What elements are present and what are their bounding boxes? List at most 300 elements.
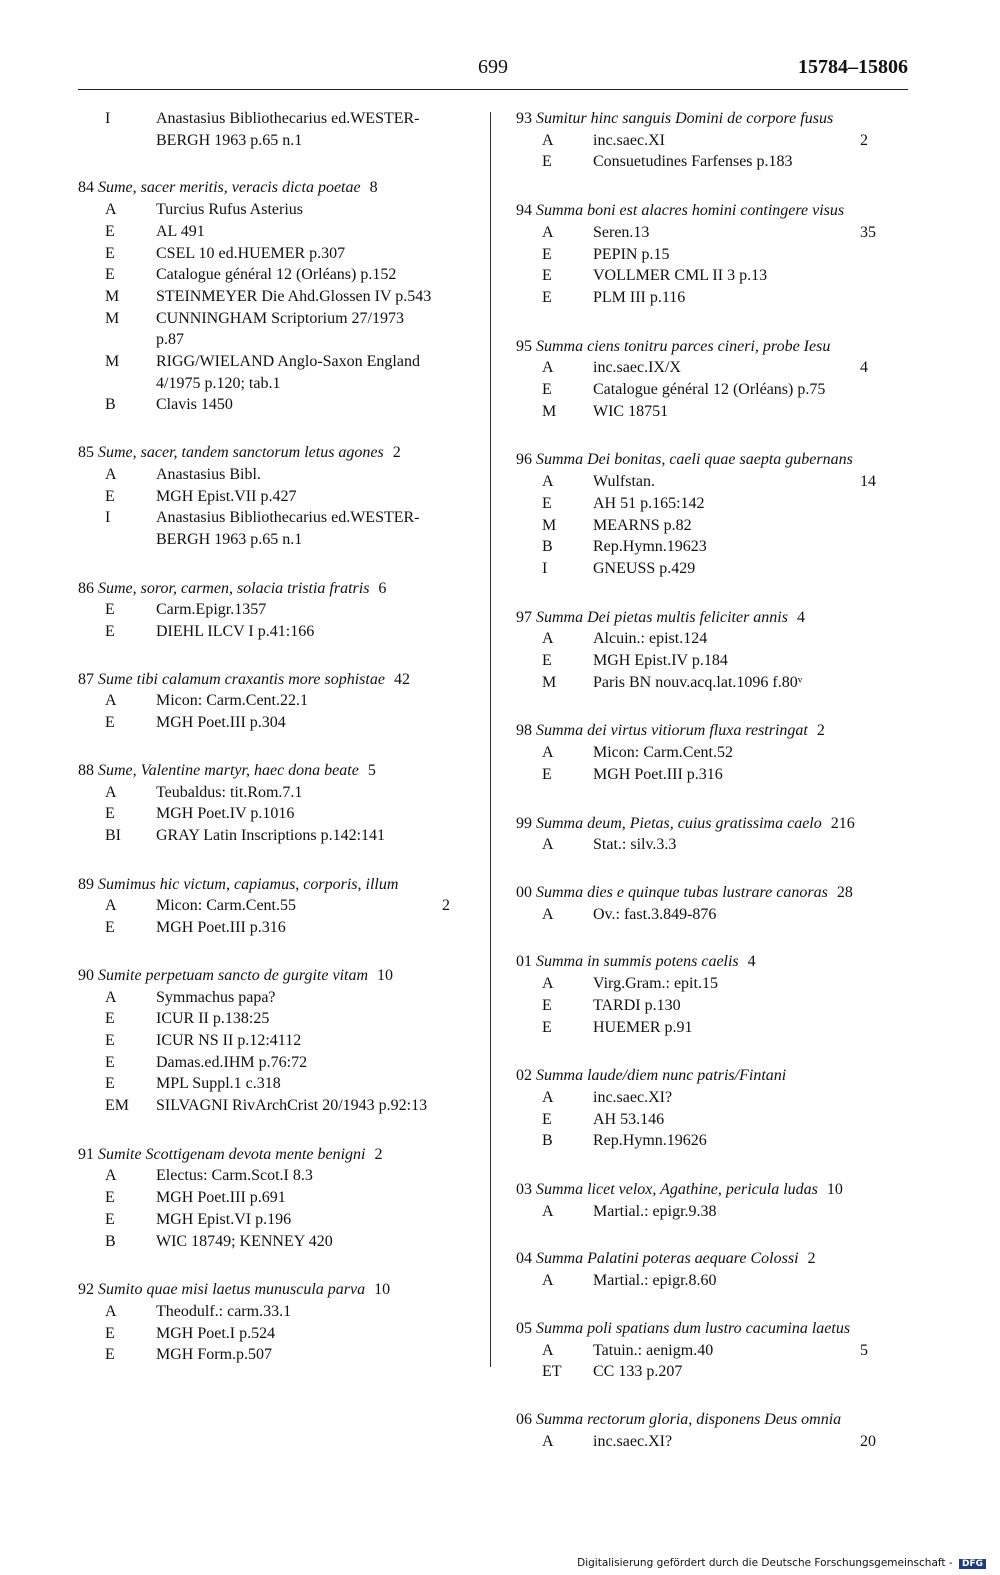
source-code: A: [542, 473, 554, 491]
reference-line: [516, 471, 908, 493]
source-code: E: [542, 494, 552, 512]
entry-incipit: Summa dies e quinque tubas lustrare canoras: [536, 883, 828, 901]
reference-text: MGH Poet.III p.316: [156, 919, 286, 937]
reference-text: Damas.ed.IHM p.76:72: [156, 1053, 308, 1071]
reference-text: Electus: Carm.Scot.I 8.3: [156, 1167, 313, 1185]
reference-line: [78, 199, 486, 221]
reference-line: [516, 357, 908, 379]
source-code: E: [105, 601, 115, 619]
source-code: A: [542, 1272, 554, 1290]
reference-line: [78, 1095, 486, 1117]
source-code: A: [542, 744, 554, 762]
reference-line: [78, 486, 486, 508]
entry-number: 04: [516, 1250, 532, 1268]
entry-incipit: Sume, Valentine martyr, haec dona beate: [98, 761, 359, 779]
reference-line: [516, 1270, 908, 1292]
reference-text: Stat.: silv.3.3: [593, 836, 677, 854]
catalog-entry: [78, 442, 486, 551]
source-code: E: [105, 919, 115, 937]
reference-line: [78, 221, 486, 243]
entry-number: 95: [516, 337, 532, 355]
reference-line: [516, 222, 908, 244]
source-code: E: [542, 996, 552, 1014]
entry-number: 01: [516, 953, 532, 971]
reference-text: Wulfstan.: [593, 473, 656, 491]
source-code: E: [105, 805, 115, 823]
reference-line: [516, 650, 908, 672]
entry-number: 93: [516, 110, 532, 127]
source-code: I: [105, 509, 111, 527]
reference-text: AH 53.146: [593, 1110, 665, 1128]
reference-line: [78, 373, 486, 395]
reference-line: [78, 1165, 486, 1187]
reference-text: inc.saec.XI: [593, 131, 665, 149]
reference-line: [516, 672, 908, 694]
entry-incipit: Summa laude/diem nunc patris/Fintani: [536, 1067, 787, 1085]
reference-line: [78, 308, 486, 330]
reference-line: [516, 244, 908, 266]
source-code: E: [542, 652, 552, 670]
reference-text: GRAY Latin Inscriptions p.142:141: [156, 826, 386, 844]
header-rule: [78, 89, 908, 90]
source-code: E: [542, 1018, 552, 1036]
entry-heading: [78, 1279, 486, 1301]
footer-credit: [577, 1557, 986, 1569]
reference-line: [516, 151, 908, 173]
reference-text: Micon: Carm.Cent.55: [156, 897, 296, 915]
reference-text: Rep.Hymn.19626: [593, 1132, 707, 1150]
entry-range: 15784–15806: [798, 56, 908, 78]
entry-heading: [516, 449, 908, 471]
reference-text: Rep.Hymn.19623: [593, 538, 707, 556]
reference-line: [78, 825, 486, 847]
reference-text: MGH Poet.III p.691: [156, 1189, 286, 1207]
entry-number: 86: [78, 579, 94, 597]
reference-line: [516, 493, 908, 515]
entry-number: 88: [78, 761, 94, 779]
reference-line: [78, 987, 486, 1009]
reference-text: Paris BN nouv.acq.lat.1096 f.80ᵛ: [593, 673, 803, 691]
source-code: E: [105, 1346, 115, 1364]
source-code: A: [105, 1167, 117, 1185]
source-code: A: [542, 630, 554, 648]
entry-number: 97: [516, 608, 532, 626]
entry-heading: [78, 442, 486, 464]
catalog-entry: [516, 1179, 908, 1222]
reference-line: [78, 243, 486, 265]
verse-count: 216: [830, 814, 855, 832]
entry-heading: [78, 1144, 486, 1166]
reference-line: [516, 1361, 908, 1383]
reference-text: MPL Suppl.1 c.318: [156, 1075, 281, 1093]
footer-text: Digitalisierung gefördert durch die Deutsche Forschungsgemeinschaft -: [577, 1557, 953, 1569]
entry-number: 03: [516, 1181, 532, 1199]
source-code: E: [542, 245, 552, 263]
reference-line: [78, 507, 486, 529]
catalog-entry: [516, 813, 908, 856]
catalog-entry: [78, 1144, 486, 1253]
reference-text: Micon: Carm.Cent.22.1: [156, 692, 308, 710]
source-code: B: [542, 1132, 553, 1150]
entry-number: 99: [516, 814, 532, 832]
reference-line: [78, 394, 486, 416]
entry-heading: [516, 1318, 908, 1340]
catalog-entry: [516, 1318, 908, 1383]
entry-heading: [516, 336, 908, 358]
source-code: M: [105, 309, 120, 327]
entry-heading: [78, 177, 486, 199]
reference-line: [78, 329, 486, 351]
entry-incipit: Sume, sacer, tandem sanctorum letus agones: [98, 444, 384, 462]
source-code: A: [542, 1088, 554, 1106]
reference-text: inc.saec.XI?: [593, 1088, 673, 1106]
reference-text: Anastasius Bibl.: [156, 465, 261, 483]
reference-line: [516, 1340, 908, 1362]
reference-line: [516, 1431, 908, 1453]
reference-line: [516, 973, 908, 995]
source-code: M: [105, 287, 120, 305]
entry-heading: [516, 882, 908, 904]
entry-heading: [516, 951, 908, 973]
reference-line: [78, 108, 486, 130]
entry-incipit: Sumimus hic victum, capiamus, corporis, illum: [98, 875, 399, 893]
entry-incipit: Summa Dei pietas multis feliciter annis: [536, 608, 788, 626]
catalog-entry: [78, 1279, 486, 1366]
entry-incipit: Summa in summis potens caelis: [536, 953, 739, 971]
reference-text: Consuetudines Farfenses p.183: [593, 153, 793, 171]
reference-line: [78, 803, 486, 825]
reference-line: [516, 904, 908, 926]
verse-count: 10: [374, 1281, 391, 1299]
reference-text: Catalogue général 12 (Orléans) p.152: [156, 266, 397, 284]
reference-text: DIEHL ILCV I p.41:166: [156, 623, 315, 641]
reference-text: CC 133 p.207: [593, 1363, 683, 1381]
source-code: E: [105, 1189, 115, 1207]
verse-count: 35: [860, 223, 876, 241]
entry-heading: [516, 200, 908, 222]
reference-line: [78, 917, 486, 939]
source-code: A: [542, 223, 554, 241]
source-code: A: [105, 783, 117, 801]
reference-line: [78, 264, 486, 286]
source-code: E: [105, 244, 115, 262]
reference-text: Tatuin.: aenigm.40: [593, 1341, 714, 1359]
entry-incipit: Sume, soror, carmen, solacia tristia fratris: [98, 579, 370, 597]
page-header: [78, 56, 908, 86]
reference-text: HUEMER p.91: [593, 1018, 693, 1036]
entry-incipit: Sumito quae misi laetus munuscula parva: [98, 1281, 366, 1299]
source-code: E: [105, 1053, 115, 1071]
reference-text: VOLLMER CML II 3 p.13: [593, 267, 768, 285]
entry-heading: [516, 720, 908, 742]
entry-heading: [516, 1248, 908, 1270]
catalog-entry: [78, 578, 486, 643]
source-code: E: [105, 487, 115, 505]
verse-count: 8: [369, 179, 378, 197]
entry-incipit: Sumite Scottigenam devota mente benigni: [98, 1145, 366, 1163]
reference-line: [516, 558, 908, 580]
reference-line: [516, 742, 908, 764]
source-code: A: [542, 359, 554, 377]
reference-line: [516, 401, 908, 423]
reference-text: MGH Epist.VII p.427: [156, 487, 297, 505]
source-code: B: [542, 538, 553, 556]
source-code: E: [105, 1031, 115, 1049]
reference-text: Symmachus papa?: [156, 988, 276, 1006]
reference-text: WIC 18749; KENNEY 420: [156, 1232, 333, 1250]
source-code: B: [105, 396, 116, 414]
entry-incipit: Sume, sacer meritis, veracis dicta poetae: [98, 179, 361, 197]
entry-number: 96: [516, 451, 532, 469]
source-code: A: [542, 836, 554, 854]
reference-text: CSEL 10 ed.HUEMER p.307: [156, 244, 346, 262]
source-code: E: [542, 288, 552, 306]
verse-count: 14: [860, 473, 876, 491]
reference-text: PEPIN p.15: [593, 245, 670, 263]
entry-number: 94: [516, 202, 532, 220]
catalog-entry: [516, 1248, 908, 1291]
entry-number: 87: [78, 670, 94, 688]
entry-number: 06: [516, 1410, 532, 1428]
reference-text: Catalogue général 12 (Orléans) p.75: [593, 381, 826, 399]
reference-text: Teubaldus: tit.Rom.7.1: [156, 783, 303, 801]
reference-line: [516, 536, 908, 558]
source-code: EM: [105, 1097, 129, 1115]
source-code: B: [105, 1232, 116, 1250]
verse-count: 2: [816, 722, 825, 740]
catalog-entry: [516, 720, 908, 785]
source-code: M: [105, 353, 120, 371]
source-code: A: [542, 1202, 554, 1220]
reference-text: CUNNINGHAM Scriptorium 27/1973: [156, 309, 404, 327]
entry-number: 91: [78, 1145, 94, 1163]
reference-text: ICUR NS II p.12:4112: [156, 1031, 302, 1049]
left-column: [78, 108, 486, 1366]
catalog-entry: [516, 1065, 908, 1152]
verse-count: 10: [826, 1181, 843, 1199]
reference-line: [516, 515, 908, 537]
entry-number: 85: [78, 444, 94, 462]
reference-text: TARDI p.130: [593, 996, 681, 1014]
source-code: A: [105, 988, 117, 1006]
reference-line: [78, 464, 486, 486]
reference-line: [78, 895, 486, 917]
entry-incipit: Summa Palatini poteras aequare Colossi: [536, 1250, 799, 1268]
page-number: 699: [478, 56, 508, 78]
entry-heading: [516, 108, 908, 130]
source-code: M: [542, 673, 557, 691]
reference-text: MGH Form.p.507: [156, 1346, 273, 1364]
reference-text: Martial.: epigr.9.38: [593, 1202, 717, 1220]
entry-number: 89: [78, 875, 94, 893]
reference-text: MGH Poet.III p.304: [156, 714, 286, 732]
reference-line: [78, 599, 486, 621]
source-code: A: [105, 465, 117, 483]
catalog-entry: [78, 760, 486, 847]
entry-incipit: Summa dei virtus vitiorum fluxa restringat: [536, 722, 808, 740]
reference-text: 4/1975 p.120; tab.1: [156, 374, 281, 392]
verse-count: 2: [860, 131, 868, 149]
entry-incipit: Sumitur hinc sanguis Domini de corpore fusus: [536, 110, 834, 127]
reference-line: [78, 286, 486, 308]
source-code: E: [105, 1075, 115, 1093]
source-code: BI: [105, 826, 121, 844]
reference-line: [516, 130, 908, 152]
entry-number: 00: [516, 883, 532, 901]
verse-count: 28: [836, 883, 853, 901]
source-code: A: [542, 1341, 554, 1359]
reference-text: MGH Epist.VI p.196: [156, 1210, 292, 1228]
entry-number: 90: [78, 966, 94, 984]
source-code: M: [542, 402, 557, 420]
catalog-entry: [516, 449, 908, 579]
reference-text: Alcuin.: epist.124: [593, 630, 708, 648]
entry-heading: [78, 669, 486, 691]
reference-line: [78, 1301, 486, 1323]
source-code: E: [542, 153, 552, 171]
verse-count: 4: [860, 359, 868, 377]
reference-text: Carm.Epigr.1357: [156, 601, 267, 619]
entry-incipit: Summa licet velox, Agathine, pericula ludas: [536, 1181, 818, 1199]
source-code: E: [542, 381, 552, 399]
verse-count: 42: [393, 670, 410, 688]
reference-line: [516, 764, 908, 786]
catalog-entry: [78, 874, 486, 939]
verse-count: 10: [377, 966, 394, 984]
catalog-entry: [516, 951, 908, 1038]
reference-line: [78, 1231, 486, 1253]
reference-line: [78, 351, 486, 373]
entry-incipit: Summa ciens tonitru parces cineri, probe Iesu: [536, 337, 831, 355]
entry-number: 98: [516, 722, 532, 740]
source-code: A: [105, 692, 117, 710]
catalog-entry: [516, 336, 908, 423]
dfg-logo: DFG: [959, 1559, 986, 1569]
entry-incipit: Summa boni est alacres homini contingere visus: [536, 202, 845, 220]
entry-incipit: Sumite perpetuam sancto de gurgite vitam: [98, 966, 369, 984]
source-code: E: [105, 1210, 115, 1228]
entry-number: 02: [516, 1067, 532, 1085]
reference-text: WIC 18751: [593, 402, 669, 420]
reference-line: [78, 1052, 486, 1074]
entry-heading: [78, 578, 486, 600]
entry-number: 84: [78, 179, 94, 197]
verse-count: 2: [392, 444, 401, 462]
verse-count: 6: [378, 579, 387, 597]
reference-text: p.87: [156, 331, 184, 349]
entry-incipit: Sume tibi calamum craxantis more sophistae: [98, 670, 385, 688]
source-code: E: [105, 1324, 115, 1342]
catalog-entry: [516, 108, 908, 173]
reference-text: BERGH 1963 p.65 n.1: [156, 131, 303, 149]
entry-heading: [516, 1065, 908, 1087]
reference-text: STEINMEYER Die Ahd.Glossen IV p.543: [156, 287, 432, 305]
source-code: E: [105, 222, 115, 240]
verse-count: 5: [860, 1341, 868, 1359]
entry-heading: [78, 760, 486, 782]
reference-text: Martial.: epigr.8.60: [593, 1272, 717, 1290]
entry-heading: [78, 874, 486, 896]
reference-line: [516, 1109, 908, 1131]
reference-text: Micon: Carm.Cent.52: [593, 744, 733, 762]
source-code: A: [105, 201, 117, 219]
source-code: ET: [542, 1363, 562, 1381]
reference-line: [516, 628, 908, 650]
reference-line: [78, 621, 486, 643]
reference-line: [516, 1130, 908, 1152]
reference-text: GNEUSS p.429: [593, 559, 696, 577]
reference-line: [516, 995, 908, 1017]
verse-count: 5: [367, 761, 376, 779]
reference-line: [78, 1344, 486, 1366]
entry-heading: [516, 607, 908, 629]
catalog-entry: [78, 108, 486, 151]
reference-text: Anastasius Bibliothecarius ed.WESTER-: [156, 110, 420, 127]
reference-text: MEARNS p.82: [593, 516, 692, 534]
verse-count: 4: [747, 953, 756, 971]
entry-incipit: Summa deum, Pietas, cuius gratissima caelo: [536, 814, 822, 832]
reference-line: [78, 1323, 486, 1345]
source-code: A: [542, 975, 554, 993]
verse-count: 2: [374, 1145, 383, 1163]
catalog-entry: [516, 607, 908, 694]
catalog-entry: [78, 177, 486, 416]
reference-text: Anastasius Bibliothecarius ed.WESTER-: [156, 509, 420, 527]
reference-line: [78, 529, 486, 551]
verse-count: 4: [796, 608, 805, 626]
reference-line: [78, 712, 486, 734]
entry-heading: [78, 965, 486, 987]
reference-text: Ov.: fast.3.849-876: [593, 905, 717, 923]
catalog-entry: [516, 1409, 908, 1452]
reference-line: [516, 379, 908, 401]
source-code: E: [105, 266, 115, 284]
catalog-entry: [516, 882, 908, 925]
catalog-entry: [78, 669, 486, 734]
right-column: [516, 108, 908, 1452]
column-divider: [490, 112, 491, 1367]
verse-count: 2: [442, 897, 450, 915]
reference-text: MGH Poet.I p.524: [156, 1324, 276, 1342]
reference-text: AL 491: [156, 222, 205, 240]
reference-text: Turcius Rufus Asterius: [156, 201, 303, 219]
reference-text: inc.saec.XI?: [593, 1432, 673, 1450]
reference-line: [78, 782, 486, 804]
source-code: I: [105, 110, 111, 127]
reference-text: inc.saec.IX/X: [593, 359, 681, 377]
source-code: E: [542, 267, 552, 285]
source-code: M: [542, 516, 557, 534]
reference-text: RIGG/WIELAND Anglo-Saxon England: [156, 353, 420, 371]
reference-text: Theodulf.: carm.33.1: [156, 1302, 292, 1320]
entry-heading: [516, 1409, 908, 1431]
reference-line: [78, 1030, 486, 1052]
source-code: E: [542, 765, 552, 783]
reference-text: ICUR II p.138:25: [156, 1010, 270, 1028]
source-code: E: [542, 1110, 552, 1128]
entry-incipit: Summa rectorum gloria, disponens Deus omnia: [536, 1410, 842, 1428]
source-code: A: [105, 1302, 117, 1320]
source-code: A: [542, 905, 554, 923]
catalog-entry: [78, 965, 486, 1117]
reference-line: [516, 1087, 908, 1109]
reference-line: [78, 690, 486, 712]
reference-line: [78, 1187, 486, 1209]
reference-line: [78, 1209, 486, 1231]
source-code: E: [105, 623, 115, 641]
reference-text: SILVAGNI RivArchCrist 20/1943 p.92:13: [156, 1097, 428, 1115]
source-code: A: [542, 1432, 554, 1450]
